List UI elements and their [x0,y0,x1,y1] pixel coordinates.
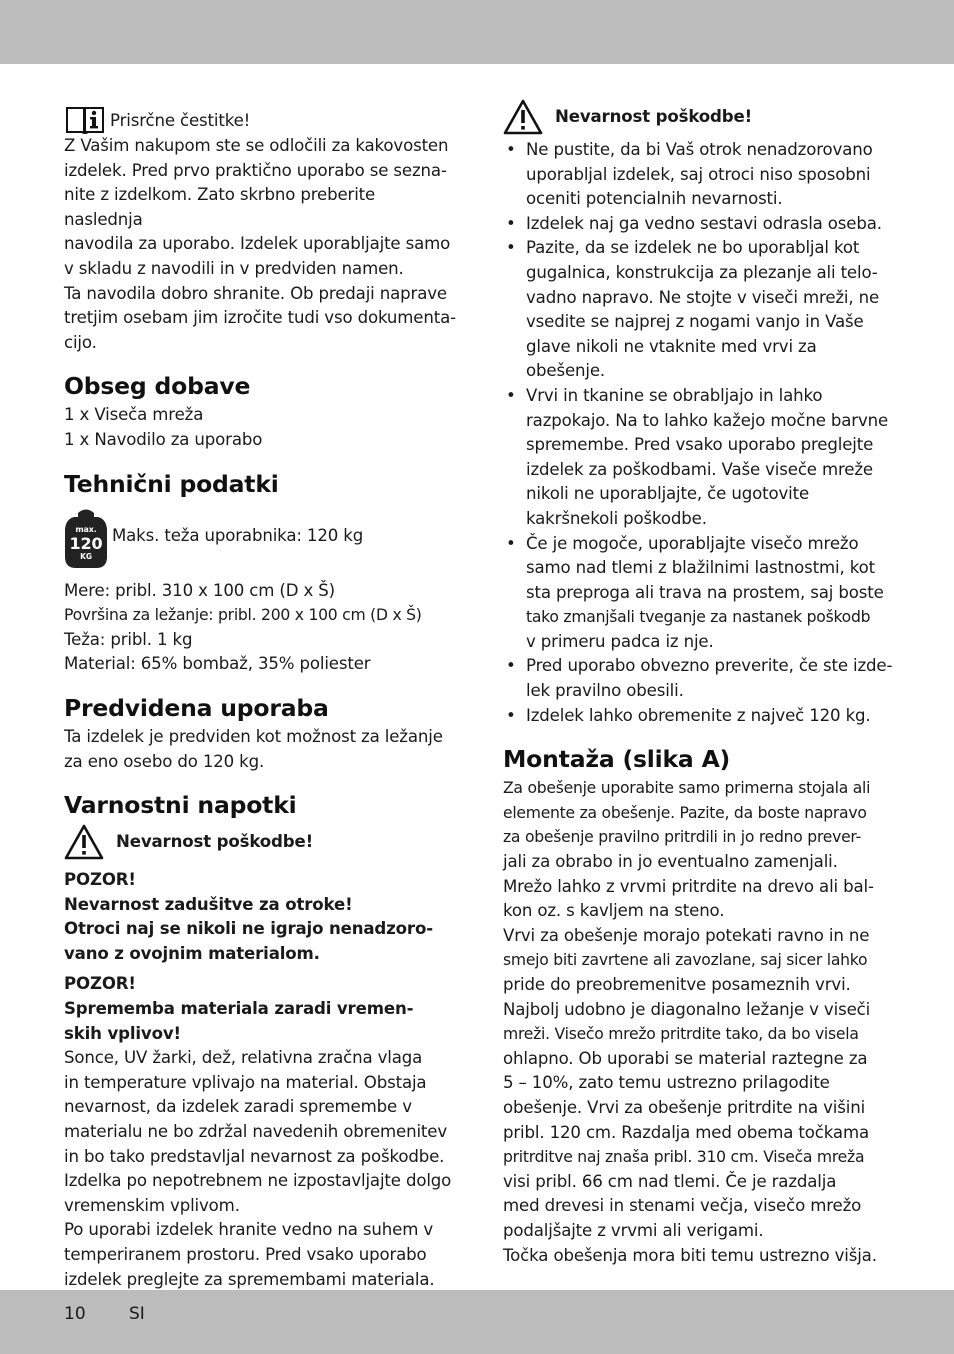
intro-line: Z Vašim nakupom ste se odločili za kakovosten [64,136,449,155]
bullet-line: vsedite se najprej z nogami vanjo in Vaše [526,312,864,332]
bullet-line: oceniti potencialnih nevarnosti. [526,189,783,209]
caution-label: POZOR! [64,974,136,994]
intro-line: navodila za uporabo. Izdelek uporabljajte samo [64,234,451,254]
intro-line: Ta navodila dobro shranite. Ob predaji naprave [64,283,447,303]
right-warning [503,97,895,137]
warning-triangle-icon [64,824,104,860]
page-number: 10 [64,1304,86,1324]
bullet-line: • Če je mogoče, uporabljajte visečo mrežo [526,533,859,553]
safety-warning [64,822,456,862]
warning-label: Nevarnost poškodbe! [555,106,753,126]
top-bar [0,0,954,64]
bullet-line: • Pazite, da se izdelek ne bo uporabljal kot [526,238,860,258]
assembly-line: Točka obešenja mora biti temu ustrezno višja. [503,1245,877,1265]
assembly-line: Najbolj udobno je diagonalno ležanje v viseči [503,999,871,1019]
bullet-line: razpokajo. Na to lahko kažejo močne barvne [526,410,889,430]
list-item [503,532,895,655]
intro-line: izdelek. Pred prvo praktično uporabo se sezna- [64,160,447,180]
list-item [503,236,895,384]
left-column [64,97,456,1292]
safety-line: temperiranem prostoru. Pred vsako uporabo [64,1245,427,1264]
weight-icon-unit: KG [80,551,92,561]
scope-item: 1 x Navodilo za uporabo [64,429,263,449]
bullet-line: glave nikoli ne vtaknite med vrvi za obešenje. [526,336,817,381]
bullet-line: samo nad tlemi z blažilnimi lastnostmi, kot [526,558,875,578]
intro-line: nite z izdelkom. Zato skrbno preberite naslednja [64,185,376,229]
bullet-line: izdelek za poškodbami. Vaše viseče mreže [526,459,873,479]
list-item [503,654,895,703]
bullet-line: • Pred uporabo obvezno preverite, če ste izde- [526,656,893,676]
bullet-line: uporabljal izdelek, saj otroci niso sposobni [526,164,871,184]
bullet-line: nikoli ne uporabljajte, če ugotovite [526,484,809,504]
caution-line: Otroci naj se nikoli ne igrajo nenadzoro- [64,919,433,939]
assembly-line: Vrvi za obešenje morajo potekati ravno in ne [503,925,870,945]
spec-line: Teža: pribl. 1 kg [64,629,193,649]
assembly-line: visi pribl. 66 cm nad tlemi. Če je razdalja [503,1171,837,1191]
safety-line: izdelek preglejte za spremembami materiala. [64,1269,435,1289]
assembly-line: pride do preobremenitve posameznih vrvi. [503,975,851,994]
bullet-line: • Izdelek naj ga vedno sestavi odrasla oseba. [526,213,882,233]
assembly-line: mreži. Visečo mrežo pritrdite tako, da bo visela [503,1025,859,1044]
scope-title: Obseg dobave [64,372,251,401]
bullet-line: v primeru padca iz nje. [526,631,714,651]
intended-line: za eno osebo do 120 kg. [64,751,265,771]
scope-item: 1 x Viseča mreža [64,405,204,425]
safety-line: materialu ne bo zdržal navedenih obremenitev [64,1122,448,1142]
caution-label: POZOR! [64,870,136,890]
warning-triangle-icon [503,99,543,135]
bullet-line: • Ne pustite, da bi Vaš otrok nenadzorovano [526,140,873,159]
bullet-line: sta preproga ali trava na prostem, saj boste [526,582,884,602]
safety-line: in bo tako predstavljal nevarnost za poškodbe. [64,1146,445,1166]
safety-line: vremenskim vplivom. [64,1195,240,1215]
safety-line: in temperature vplivajo na material. Obstaja [64,1072,427,1092]
weight-120kg-icon [64,505,108,569]
safety-line: Izdelka po nepotrebnem ne izpostavljajte dolgo [64,1171,452,1191]
bullet-line: • Vrvi in tkanine se obrabljajo in lahko [526,385,823,405]
safety-line: nevarnost, da izdelek zaradi spremembe v [64,1097,412,1117]
assembly-line: pribl. 120 cm. Razdalja med obema točkama [503,1122,869,1142]
bullet-line: • Izdelek lahko obremenite z največ 120 kg. [526,705,871,725]
assembly-line: smejo biti zavrtene ali zavozlane, saj sicer lahko [503,951,868,970]
list-item [503,704,895,729]
bullet-line: tako zmanjšali tveganje za nastanek poškodb [526,608,871,627]
intended-line: Ta izdelek je predviden kot možnost za ležanje [64,726,443,746]
assembly-line: pritrditve naj znaša pribl. 310 cm. Viseča mreža [503,1148,865,1167]
caution-line: vano z ovojnim materialom. [64,943,320,963]
caution-line: Sprememba materiala zaradi vremen- [64,999,414,1019]
assembly-line: obešenje. Vrvi za obešenje pritrdite na višini [503,1097,866,1117]
bullet-line: gugalnica, konstrukcija za plezanje ali telo- [526,262,878,282]
language-code: SI [129,1304,145,1324]
book-info-icon [64,102,106,134]
intro-line: cijo. [64,332,97,352]
assembly-line: elemente za obešenje. Pazite, da boste napravo [503,803,867,822]
safety-title: Varnostni napotki [64,791,297,820]
intro-heading: Prisrčne čestitke! [110,111,251,131]
bullet-line: spremembe. Pred vsako uporabo preglejte [526,435,874,455]
intro-heading-row [64,97,456,134]
right-column [503,97,895,1268]
assembly-line: Mrežo lahko z vrvmi pritrdite na drevo ali bal- [503,876,874,896]
list-item [503,212,895,237]
weight-icon-number: 120 [69,533,103,553]
warning-label: Nevarnost poškodbe! [116,831,314,851]
bullet-line: vadno napravo. Ne stojte v viseči mreži, ne [526,287,880,307]
assembly-line: ohlapno. Ob uporabi se material raztegne za [503,1048,868,1068]
intro-line: v skladu z navodili in v predviden namen. [64,258,404,278]
caution-line: skih vplivov! [64,1023,181,1043]
assembly-line: jali za obrabo in jo eventualno zamenjali. [503,852,838,872]
assembly-line: podaljšajte z vrvmi ali verigami. [503,1220,764,1240]
safety-line: Sonce, UV žarki, dež, relativna zračna vlaga [64,1048,423,1068]
tech-title: Tehnični podatki [64,469,279,498]
assembly-line: Za obešenje uporabite samo primerna stojala ali [503,779,871,798]
assembly-line: med drevesi in stenami večja, visečo mrežo [503,1196,862,1216]
assembly-line: za obešenje pravilno pritrdili in jo redno prever- [503,828,861,847]
spec-line: Površina za ležanje: pribl. 200 x 100 cm (D x Š) [64,606,422,625]
intended-title: Predvidena uporaba [64,693,329,722]
assembly-line: 5 – 10%, zato temu ustrezno prilagodite [503,1073,830,1093]
max-weight-row [64,505,456,569]
assembly-title: Montaža (slika A) [503,745,731,774]
safety-line: Po uporabi izdelek hranite vedno na suhem v [64,1220,434,1240]
list-item [503,384,895,532]
spec-line: Material: 65% bombaž, 35% poliester [64,654,371,674]
weight-icon-top: max. [75,524,97,534]
intro-line: tretjim osebam jim izročite tudi vso dokumenta- [64,308,456,328]
assembly-line: kon oz. s kavljem na steno. [503,901,725,921]
bullet-line: lek pravilno obesili. [526,681,684,701]
safety-bullet-list [503,138,895,728]
spec-line: Mere: pribl. 310 x 100 cm (D x Š) [64,580,335,600]
list-item [503,138,895,212]
bullet-line: kakršnekoli poškodbe. [526,508,707,528]
caution-line: Nevarnost zadušitve za otroke! [64,894,353,914]
max-weight-text: Maks. teža uporabnika: 120 kg [112,526,364,546]
